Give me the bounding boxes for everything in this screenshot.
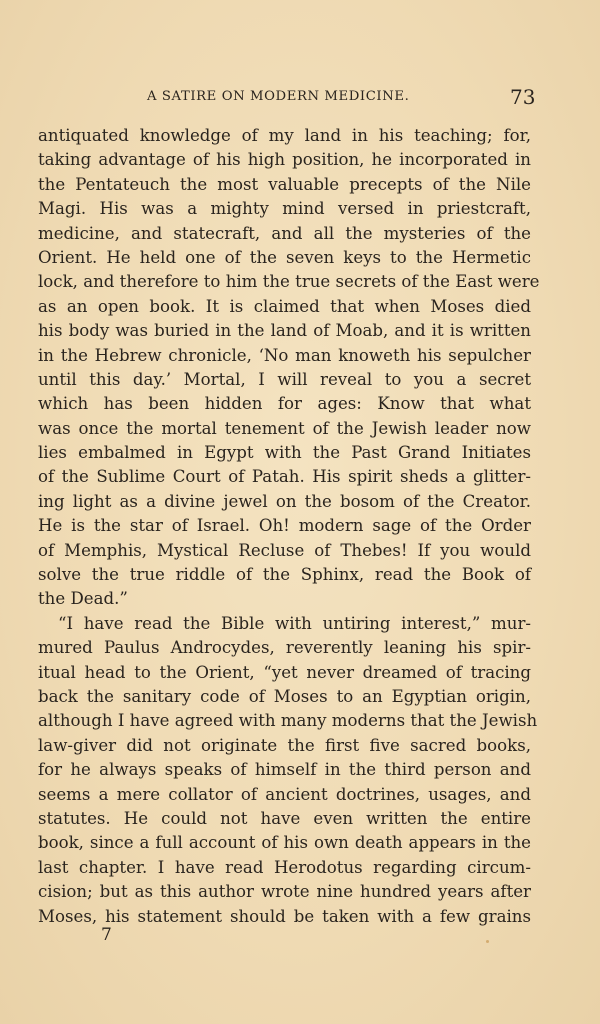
- text-line: mured Paulus Androcydes, reverently leaning his spir-: [38, 638, 531, 658]
- text-line: Moses, his statement should be taken with a few grains: [38, 906, 531, 926]
- text-line: Magi. His was a mighty mind versed in priestcraft,: [38, 199, 531, 219]
- text-line: statutes. He could not have even written the entire: [38, 808, 531, 828]
- text-line: last chapter. I have read Herodotus regarding circum-: [38, 857, 531, 877]
- text-line: law-giver did not originate the first five sacred books,: [38, 735, 531, 755]
- signature-mark: 7: [101, 925, 112, 945]
- text-line: ing light as a divine jewel on the bosom of the Creator.: [38, 491, 531, 511]
- text-line: lies embalmed in Egypt with the Past Grand Initiates: [38, 443, 531, 463]
- text-line: his body was buried in the land of Moab, and it is written: [38, 321, 531, 341]
- text-line: of the Sublime Court of Patah. His spirit sheds a glitter-: [38, 467, 531, 487]
- text-line: until this day.’ Mortal, I will reveal to you a secret: [38, 369, 531, 389]
- text-line: back the sanitary code of Moses to an Egyptian origin,: [38, 686, 531, 706]
- text-line: itual head to the Orient, “yet never dreamed of tracing: [38, 662, 531, 682]
- running-head: [0, 86, 600, 110]
- paragraph-start-line: “I have read the Bible with untiring interest,” mur-: [58, 613, 531, 633]
- text-line: seems a mere collator of ancient doctrines, usages, and: [38, 784, 531, 804]
- text-line: He is the star of Israel. Oh! modern sage of the Order: [38, 516, 531, 536]
- text-line: for he always speaks of himself in the third person and: [38, 760, 531, 780]
- text-line: medicine, and statecraft, and all the mysteries of the: [38, 223, 531, 243]
- text-line: as an open book. It is claimed that when Moses died: [38, 296, 531, 316]
- text-line: cision; but as this author wrote nine hundred years after: [38, 882, 531, 902]
- text-line: was once the mortal tenement of the Jewish leader now: [38, 418, 531, 438]
- paper-speck: [486, 940, 489, 943]
- text-line: of Memphis, Mystical Recluse of Thebes! If you would: [38, 540, 531, 560]
- text-line: in the Hebrew chronicle, ‘No man knoweth his sepulcher: [38, 345, 531, 365]
- text-line: lock, and therefore to him the true secrets of the East were: [38, 272, 540, 292]
- page-number: 73: [510, 85, 536, 109]
- body-text: [38, 124, 540, 929]
- text-line: which has been hidden for ages: Know that what: [38, 394, 531, 414]
- text-line: Orient. He held one of the seven keys to the Hermetic: [38, 247, 531, 267]
- text-line: the Pentateuch the most valuable precepts of the Nile: [38, 174, 531, 194]
- text-line: book, since a full account of his own death appears in the: [38, 833, 531, 853]
- text-line: although I have agreed with many moderns that the Jewish: [38, 711, 538, 731]
- paragraph-end-line: the Dead.”: [38, 589, 128, 609]
- running-title: A SATIRE ON MODERN MEDICINE.: [147, 89, 410, 104]
- text-line: taking advantage of his high position, he incorporated in: [38, 150, 531, 170]
- text-line: antiquated knowledge of my land in his teaching; for,: [38, 126, 531, 145]
- text-line: solve the true riddle of the Sphinx, read the Book of: [38, 565, 531, 585]
